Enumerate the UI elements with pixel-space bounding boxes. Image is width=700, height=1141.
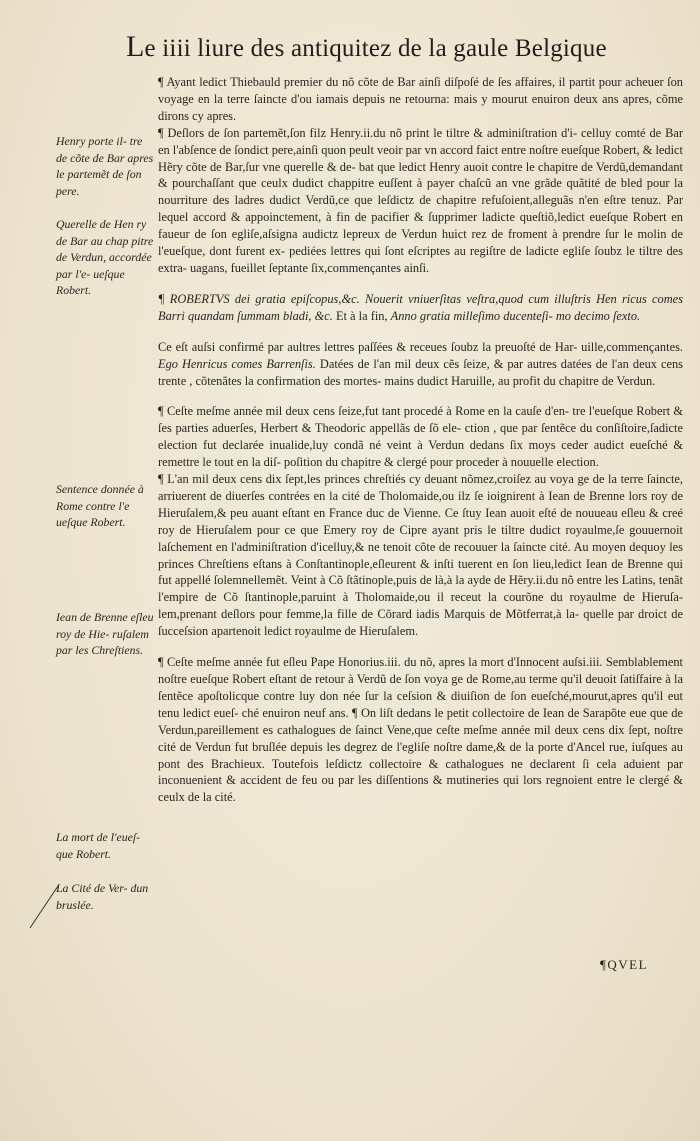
paragraph-4 — [158, 339, 683, 390]
paragraph-1: ¶ Ayant ledict Thiebauld premier du nõ cõte de Bar ainſi diſpoſé de ſes affaires, il partit pour acheuer ſon voyage en la terre ſaincte d'ou iamais depuis ne retourna: mais y mourut enuiron deux ans apres, cõme dirons cy apres. — [158, 75, 683, 123]
paragraph-7: ¶ Ceſte meſme année fut eſleu Pape Honorius.iii. du nõ, apres la mort d'Innocent auſsi.iii. Semblablement noſtre eueſque Robert eſtant de retour à Verdũ de ſon voya ge de Rome,au terme qu'il deuoit ſatiſfaire à la ſentẽce apoſtolicque contre luy don née ſur la ceſsion & diuiſion de ſon eueſché,mourut,apres qu'il eut tenu ledict eueſ- ché enuiron neuf ans. ¶ On liſt dedans le petit collectoire de Iean de Sarapõte eue que de Verdun,pareillement es cathalogues de ſainct Vene,que ceſte meſme année mil deux cens dix ſept, noſtre cité de Verdun fut bruſlée depuis les degrez de l'egliſe noſtre dame,& de la porte d'Ancel rue, iuſques au pont des Brachieux. Toutefois leſdictz collectoire & cathalogues ne declarent ſi cela aduient par inconuenient & accident de feu ou par les diſſentions & mutineries qui lors regnoient entre le clergé & ceulx de la cité. — [158, 655, 683, 805]
paragraph-4-start: Ce eſt auſsi confirmé par aultres lettres paſſées & receues ſoubz la preuoſté de Har- uille,commençantes. — [158, 339, 683, 354]
margin-pen-stroke — [24, 882, 64, 932]
paragraph-5: ¶ Ceſte meſme année mil deux cens ſeize,fut tant procedé à Rome en la cauſe d'en- tre l'eueſque Robert & ſes parties aduerſes, Herbert & Theodoric appellãs de ſõ ele- ction , que par ſentẽce du conſiſtoire,ſadicte election fut declarée inualide,luy condã né veint à Verdun dedans ſix moys ceder audict eueſché & remettre le tout en la diſ- poſition du chapitre & clergé pour proceder à nouuelle election. — [158, 404, 683, 470]
header-title: e iiii liure des antiquitez de la gaule Belgique — [144, 35, 607, 62]
margin-note-sentence: Sentence donnée à Rome contre l'e ueſque Robert. — [56, 482, 144, 529]
latin-quote-robertus: ¶ ROBERTVS dei gratia epiſcopus,&c. Nouerit vniuerſitas veſtra,quod cum illuſtris Hen ricus comes Barri quandam ſummam bladi, &c. — [158, 291, 683, 323]
paragraph-3 — [158, 291, 683, 325]
latin-quote-anno: Anno gratia milleſimo ducenteſi- mo decimo ſexto. — [390, 308, 641, 323]
paragraph-6: ¶ L'an mil deux cens dix ſept,les princes chreſtiés cy deuant nõmez,croiſez au voya ge de la terre ſaincte, arriuerent de diuerſes contrées en la cité de Tholomaide,ou ilz ſe ioignirent à Iean de Brenne lors roy de Hieruſalem,& peu auant eſtant en France duc de Vienne. Ce ſtuy Iean auoit eſté de nouueau eſleu & creé roy de Hieruſalem pour ce que Emery roy de Cipre ayant pris le tiltre dudict royaulme,ſe gouuernoit laſchement en l'adminiſtration d'icelluy,& ne tenoit cõte de recouuer la ſaincte cité. Au moyen dequoy les princes Chreſtiens eſtans à Conſtantinople,eſleurent & inſti tuerent en ſon lieu,ledict Iean de Brenne qui fut appellé ſolemnellemẽt. Veint à Cõ ſtãtinople,puis de là,à la ayde de Hẽry.ii.du nõ entre les Latins, tenãt l'empire de Cõ ſtantinople,paruint à Tholomaide,ou il receut la courõne du royaulme de Hieruſa- lem,prenant deſlors pour femme,la fille de Cõrard iadis Marquis de Mõtferrat,à la- quelle par droict de ſucceſsion apartenoit ledict royaulme de Hieruſalem. — [158, 472, 683, 639]
margin-note-iean-de-brenne: Iean de Brenne eſleu roy de Hie- ruſalem par les Chreſtiens. — [56, 610, 154, 657]
catchword: ¶QVEL — [600, 957, 649, 972]
margin-note-henry: Henry porte il- tre de cõte de Bar apres le partemẽt de ſon pere. — [56, 134, 154, 198]
main-text-column — [158, 74, 683, 806]
margin-note-cite-verdun: La Cité de Ver- dun bruslée. — [56, 881, 149, 912]
header-initial: L — [126, 30, 145, 63]
paragraph-4-end: Datées de l'an mil deux cẽs ſeize, & par autres datées de l'an deux cens trente , cõtenãtes la confirmation des mortes- mains dudict Haruille, au profit du chapitre de Verdun. — [158, 356, 683, 388]
paragraph-2: ¶ Deſlors de ſon partemẽt,ſon filz Henry.ii.du nõ print le tiltre & adminiſtration d'i- celluy comté de Bar en l'abſence de ſondict pere,ainſi quon peult veoir par vn accord faict entre noſtre eueſque Robert, & ledict Hẽry cõte de Bar,ſur vne querelle & de- bat que ledict Henry auoit contre le chapitre de Verdũ,demandant & pourchaſſant que ceulx dudict chappitre euſſent à payer chaſcũ an vne grãde quãtité de bled pour la nourriture des ladres dudict Verdũ,ce que leſdictz de chapitre refuſoient,alleguãs n'en eſtre tenuz. Par lequel accord & appoinctement, à fin de pacifier & ſupprimer ladicte queſtiõ,ledict eueſque Robert en faueur de ſon egliſe,aſsigna audictz lepreux de Verdun huict rez de froment à prendre ſur le molin de l'eueſque, dont furent ex- pediées lettres qui ſont eſcriptes au regiſtre de ladicte egliſe ſoubz le tiltre des extra- uagans, fueillet ſeptante ſix,commençantes ainſi. — [158, 125, 683, 275]
running-header — [126, 30, 666, 64]
margin-note-querelle: Querelle de Hen ry de Bar au chap pitre de Verdun, accordée par l'e- ueſque Robert. — [56, 217, 154, 297]
margin-note-mort-robert: La mort de l'eueſ- que Robert. — [56, 830, 141, 861]
latin-quote-henricus: Ego Henricus comes Barrenſis. — [158, 356, 316, 371]
paragraph-3-mid: Et à la fin, — [335, 308, 388, 323]
